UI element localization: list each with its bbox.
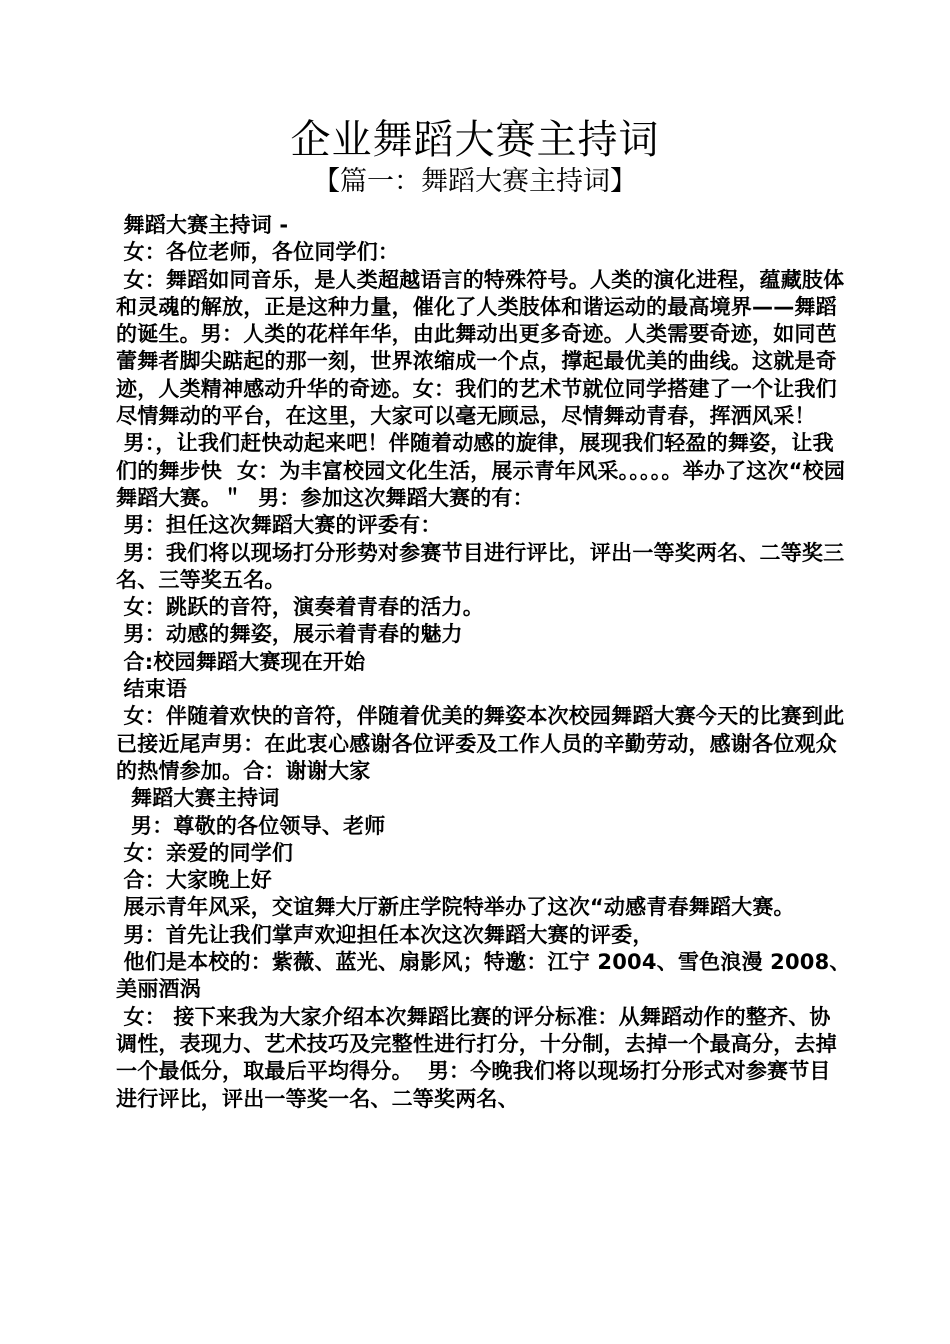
document-title: 企业舞蹈大赛主持词 [290,117,660,163]
paragraph: 女：舞蹈如同音乐，是人类超越语言的特殊符号。人类的演化进程，蕴藏肢体和灵魂的解放，正是这种力量，催化了人类肢体和谐运动的最高境界——舞蹈的诞生。男：人类的花样年华，由此舞动出更多奇迹。人类需要奇迹，如同芭蕾舞者脚尖踮起的那一刻，世界浓缩成一个点，撑起最优美的曲线。这就是奇迹，人类精神感动升华的奇迹。女：我们的艺术节就位同学搭建了一个让我们尽情舞动的平台，在这里，大家可以毫无顾忌，尽情舞动青春，挥洒风采！ [116,267,845,429]
paragraph: 男：，让我们赶快动起来吧！伴随着动感的旋律，展现我们轻盈的舞姿，让我们的舞步快 女：为丰富校园文化生活，展示青年风采。。。。。举办了这次“校园舞蹈大赛。＂ 男：参加这次舞蹈大赛的有： [116,431,846,510]
paragraph: 结束语 [116,677,188,702]
paragraph: 合:校园舞蹈大赛现在开始 [116,649,366,674]
paragraph: 他们是本校的：紫薇、蓝光、扇影风；特邀：江宁 2004、雪色浪漫 2008、美丽酒涡 [116,950,851,1002]
document-body [116,212,851,1113]
paragraph: 女：各位老师，各位同学们： [116,240,400,265]
paragraph: 男：动感的舞姿，展示着青春的魅力 [116,622,463,647]
paragraph: 展示青年风采，交谊舞大厅新庄学院特举办了这次“动感青春舞蹈大赛。 [116,895,795,920]
paragraph: 舞蹈大赛主持词 [116,786,280,811]
paragraph: 女： 接下来我为大家介绍本次舞蹈比赛的评分标准：从舞蹈动作的整齐、协调性，表现力、艺术技巧及完整性进行打分，十分制，去掉一个最高分，去掉一个最低分，取最后平均得分。 男：今晚我们将以现场打分形式对参赛节目进行评比，评出一等奖一名、二等奖两名、 [116,1004,837,1111]
paragraph: 男：首先让我们掌声欢迎担任本次这次舞蹈大赛的评委， [116,922,654,947]
paragraph: 舞蹈大赛主持词 - [116,213,289,237]
paragraph: 女：伴随着欢快的音符，伴随着优美的舞姿本次校园舞蹈大赛今天的比赛到此已接近尾声男：在此衷心感谢各位评委及工作人员的辛勤劳动，感谢各位观众的热情参加。合：谢谢大家 [116,704,845,783]
paragraph: 男：担任这次舞蹈大赛的评委有： [116,513,442,538]
document-subtitle: 【篇一：舞蹈大赛主持词】 [313,166,637,197]
paragraph: 合：大家晚上好 [116,868,272,893]
paragraph: 男：我们将以现场打分形势对参赛节目进行评比，评出一等奖两名、二等奖三名、三等奖五名。 [116,540,845,592]
paragraph: 女：亲爱的同学们 [116,840,294,865]
paragraph: 男：尊敬的各位领导、老师 [116,813,386,838]
paragraph: 女：跳跃的音符，演奏着青春的活力。 [116,595,484,620]
